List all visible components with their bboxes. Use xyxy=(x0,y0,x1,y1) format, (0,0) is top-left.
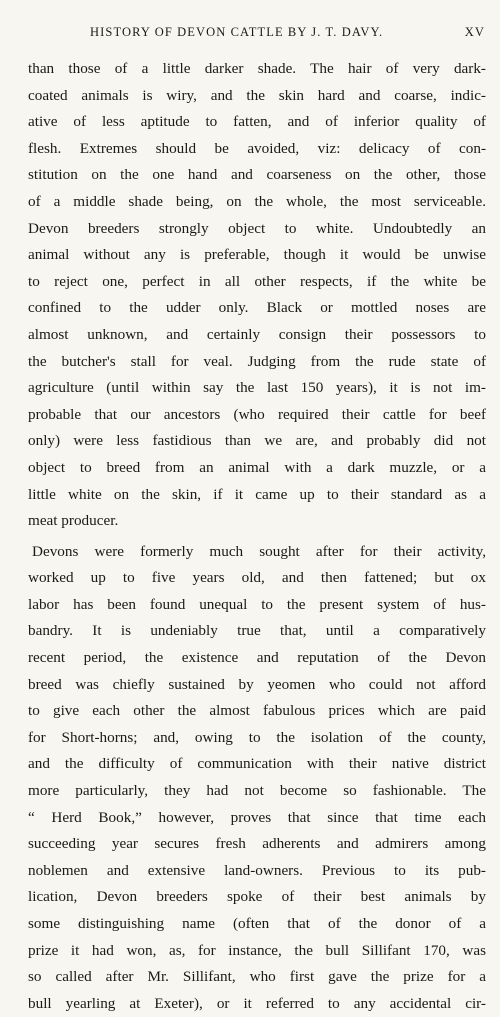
text-line: lication, Devon breeders spoke of their best animals by xyxy=(28,888,486,906)
text-line: some distinguishing name (often that of the donor of a xyxy=(28,915,486,932)
text-line: Devon breeders strongly object to white. Undoubtedly an xyxy=(28,219,486,237)
text-line: ative of less aptitude to fatten, and of inferior quality of xyxy=(28,113,486,131)
paragraph xyxy=(28,539,486,1017)
running-head xyxy=(90,22,485,42)
text-line: to give each other the almost fabulous prices which are paid xyxy=(28,702,486,720)
text-line: recent period, the existence and reputation of the Devon xyxy=(28,649,486,667)
text-line: agriculture (until within say the last 150 years), it is not im- xyxy=(28,379,486,397)
text-line: labor has been found unequal to the present system of hus- xyxy=(28,595,486,613)
text-line: and the difficulty of communication with their native district xyxy=(28,755,486,773)
text-line: object to breed from an animal with a dark muzzle, or a xyxy=(28,458,486,476)
text-line: stitution on the one hand and coarseness on the other, those xyxy=(28,166,486,184)
text-line: prize it had won, as, for instance, the bull Sillifant 170, was xyxy=(28,941,486,959)
text-line: bull yearling at Exeter), or it referred to any accidental cir- xyxy=(28,994,486,1012)
text-line: to reject one, perfect in all other respects, if the white be xyxy=(28,272,486,290)
page-number: XV xyxy=(464,25,485,39)
text-line: succeeding year secures fresh adherents and admirers among xyxy=(28,835,486,853)
text-line: worked up to five years old, and then fattened; but ox xyxy=(28,569,486,587)
text-line: the butcher's stall for veal. Judging from the rude state of xyxy=(28,352,486,370)
text-line: than those of a little darker shade. The hair of very dark- xyxy=(28,60,486,77)
text-line: little white on the skin, if it came up to their standard as a xyxy=(28,485,486,503)
text-line: flesh. Extremes should be avoided, viz: delicacy of con- xyxy=(28,139,486,157)
running-title: HISTORY OF DEVON CATTLE BY J. T. DAVY. xyxy=(90,25,384,39)
text-line: confined to the udder only. Black or mottled noses are xyxy=(28,299,486,317)
text-line: bandry. It is undeniably true that, until a comparatively xyxy=(28,622,486,640)
text-line: Devons were formerly much sought after for their activity, xyxy=(32,542,486,560)
text-line: of a middle shade being, on the whole, the most serviceable. xyxy=(28,192,486,210)
text-line: breed was chiefly sustained by yeomen who could not afford xyxy=(28,675,486,693)
text-line: more particularly, they had not become so fashionable. The xyxy=(28,782,486,800)
text-line: almost unknown, and certainly consign their possessors to xyxy=(28,325,486,343)
text-line: so called after Mr. Sillifant, who first gave the prize for a xyxy=(28,968,486,986)
text-line: coated animals is wiry, and the skin hard and coarse, indic- xyxy=(28,86,486,104)
text-line: only) were less fastidious than we are, and probably did not xyxy=(28,432,486,450)
text-line: “ Herd Book,” however, proves that since that time each xyxy=(28,808,486,826)
text-line: animal without any is preferable, though it would be unwise xyxy=(28,246,486,264)
text-line: probable that our ancestors (who required their cattle for beef xyxy=(28,405,486,423)
text-line: for Short-horns; and, owing to the isolation of the county, xyxy=(28,728,486,746)
text-line: noblemen and extensive land-owners. Previous to its pub- xyxy=(28,861,486,879)
body-text xyxy=(28,56,486,1017)
text-line: meat producer. xyxy=(28,512,119,530)
paragraph xyxy=(28,56,486,535)
